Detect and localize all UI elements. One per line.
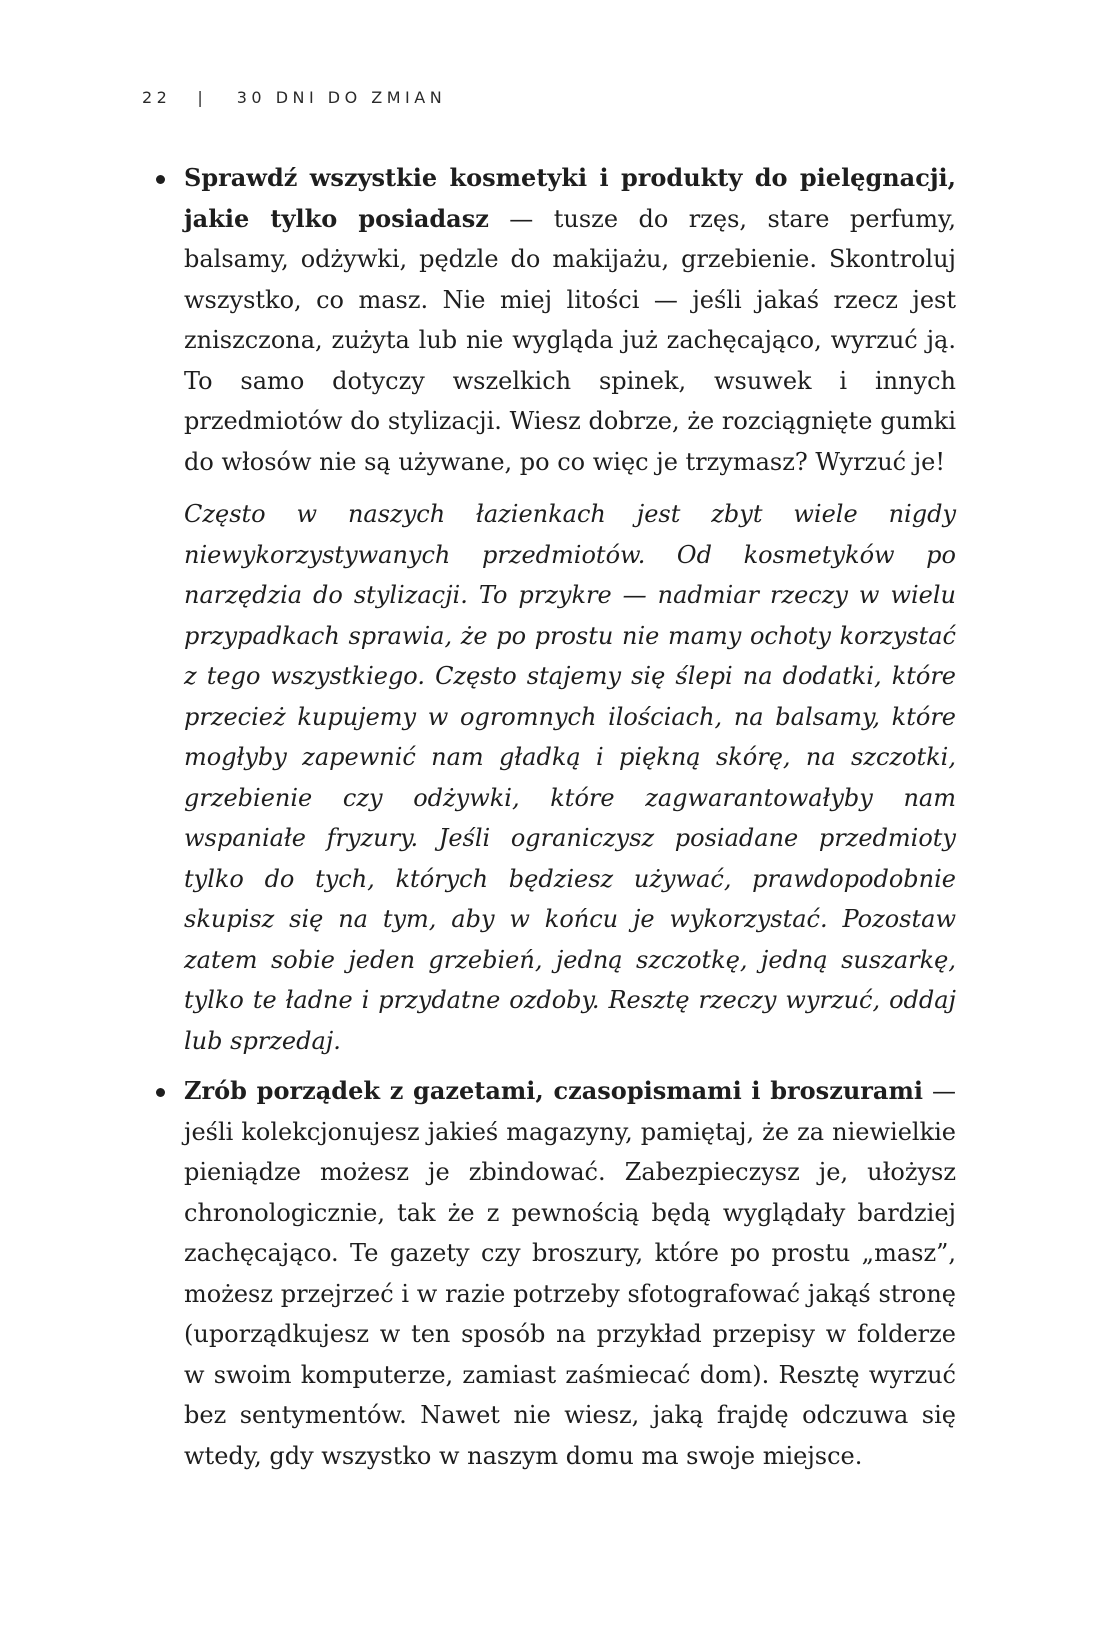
running-head bbox=[142, 88, 446, 107]
paragraph bbox=[184, 158, 956, 482]
header-separator: | bbox=[197, 88, 203, 107]
paragraph-text: — jeśli kolekcjonujesz jakieś magazyny, pamiętaj, że za niewielkie pieniądze możesz je zbindować. Zabezpieczysz je, ułożysz chronologicznie, tak że z pewnością będą wyglądały bardziej zachęcająco. Te gazety czy broszury, które po prostu „masz”, możesz przejrzeć i w razie potrzeby sfotografować jakąś stronę (uporządkujesz w ten sposób na przykład przepisy w folderze w swoim komputerze, zamiast zaśmiecać dom). Resztę wyrzuć bez sentymentów. Nawet nie wiesz, jaką frajdę odczuwa się wtedy, gdy wszystko w naszym domu ma swoje miejsce. bbox=[184, 1077, 956, 1470]
book-title: 30 DNI DO ZMIAN bbox=[236, 88, 447, 107]
paragraph bbox=[184, 1071, 956, 1476]
bold-lead: Zrób porządek z gazetami, czasopismami i broszurami bbox=[184, 1076, 923, 1105]
bold-lead: Sprawdź wszystkie kosmetyki i produkty do pielęgnacji, jakie tylko posiadasz bbox=[184, 163, 956, 233]
list-item-cosmetics bbox=[184, 158, 956, 1061]
page-body bbox=[184, 158, 956, 1476]
paragraph-text: — tusze do rzęs, stare perfumy, balsamy, odżywki, pędzle do makijażu, grzebienie. Skontroluj wszystko, co masz. Nie miej litości — jeśli jakaś rzecz jest zniszczona, zużyta lub nie wygląda już zachęcająco, wyrzuć ją. To samo dotyczy wszelkich spinek, wsuwek i innych przedmiotów do stylizacji. Wiesz dobrze, że rozciągnięte gumki do włosów nie są używane, po co więc je trzymasz? Wyrzuć je! bbox=[184, 204, 956, 476]
bullet-icon bbox=[156, 175, 165, 184]
bullet-icon bbox=[156, 1088, 165, 1097]
page-number: 22 bbox=[142, 88, 172, 107]
italic-note: Często w naszych łazienkach jest zbyt wiele nigdy niewykorzystywanych przedmiotów. Od kosmetyków po narzędzia do stylizacji. To przykre — nadmiar rzeczy w wielu przypadkach sprawia, że po prostu nie mamy ochoty korzystać z tego wszystkiego. Często stajemy się ślepi na dodatki, które przecież kupujemy w ogromnych ilościach, na balsamy, które mogłyby zapewnić nam gładką i piękną skórę, na szczotki, grzebienie czy odżywki, które zagwarantowałyby nam wspaniałe fryzury. Jeśli ograniczysz posiadane przedmioty tylko do tych, których będziesz używać, prawdopodobnie skupisz się na tym, aby w końcu je wykorzystać. Pozostaw zatem sobie jeden grzebień, jedną szczotkę, jedną suszarkę, tylko te ładne i przydatne ozdoby. Resztę rzeczy wyrzuć, oddaj lub sprzedaj. bbox=[184, 500, 956, 1055]
list-item-magazines bbox=[184, 1071, 956, 1476]
